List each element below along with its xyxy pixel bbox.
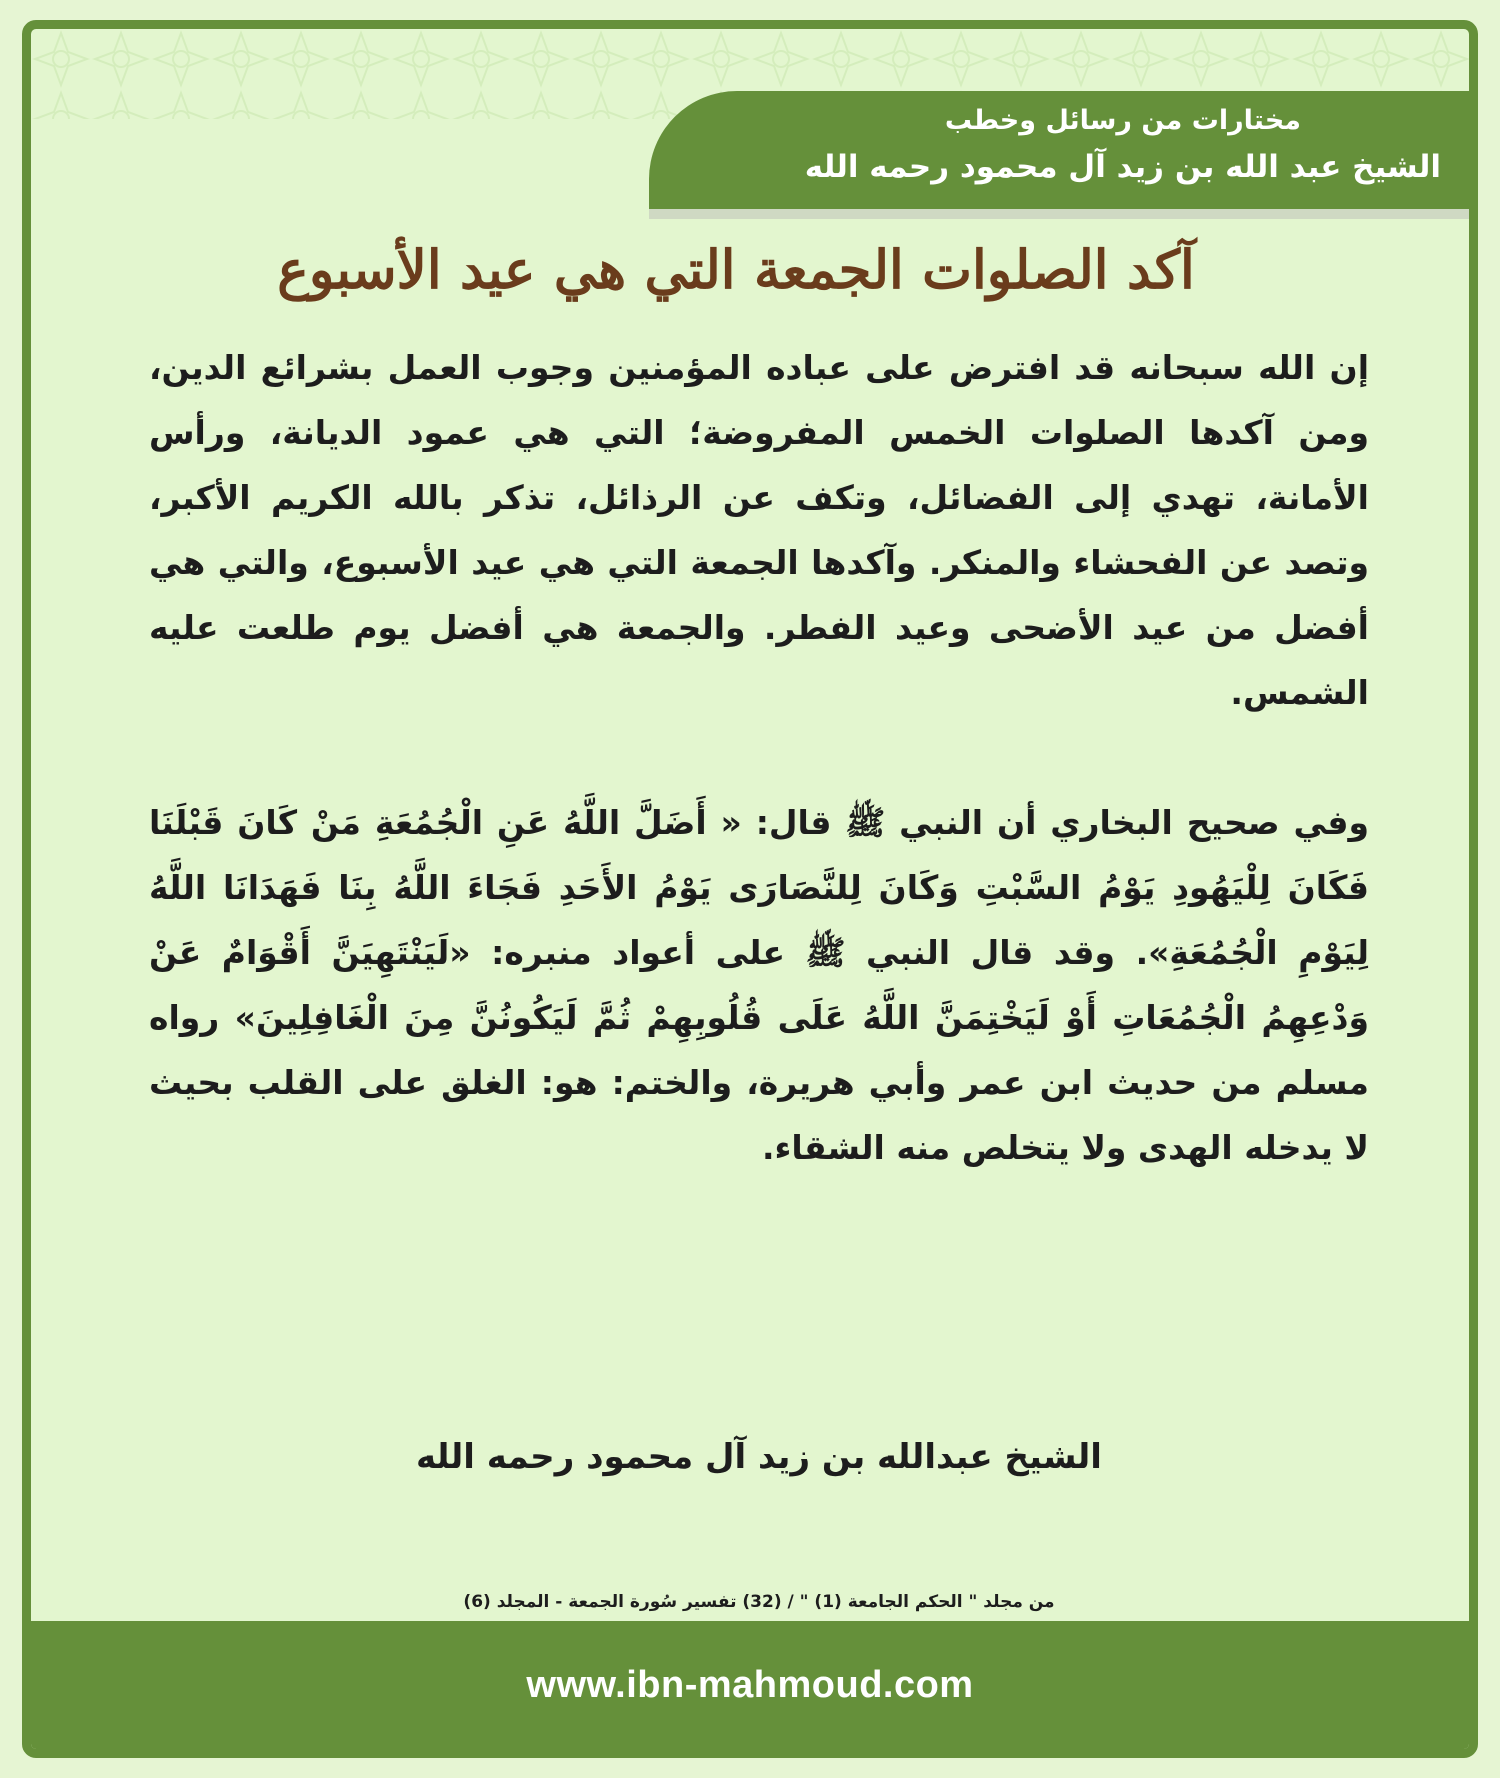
header-author: الشيخ عبد الله بن زيد آل محمود رحمه الله	[804, 149, 1441, 185]
footer-band	[31, 1621, 1469, 1749]
paragraph-1: إن الله سبحانه قد افترض على عباده المؤمنين وجوب العمل بشرائع الدين، ومن آكدها الصلوات الخمس المفروضة؛ التي هي عمود الديانة، ورأس الأمانة، تهدي إلى الفضائل، وتكف عن الرذائل، تذكر بالله الكريم الأكبر، وتصد عن الفحشاء والمنكر. وآكدها الجمعة التي هي عيد الأسبوع، والتي هي أفضل من عيد الأضحى وعيد الفطر. والجمعة هي أفضل يوم طلعت عليه الشمس.	[149, 348, 1369, 712]
signature: الشيخ عبدالله بن زيد آل محمود رحمه الله	[416, 1437, 1102, 1477]
header-band	[649, 91, 1469, 209]
paragraph-gap	[149, 725, 1369, 790]
website-link[interactable]: www.ibn-mahmoud.com	[526, 1663, 974, 1706]
source-reference: من مجلد " الحكم الجامعة (1) " / (32) تفسير سُورة الجمعة - المجلد (6)	[463, 1592, 1055, 1612]
card-frame	[22, 20, 1478, 1758]
header-subtitle: مختارات من رسائل وخطب	[944, 105, 1301, 136]
article-title: آكد الصلوات الجمعة التي هي عيد الأسبوع	[277, 239, 1195, 301]
paragraph-2: وفي صحيح البخاري أن النبي ﷺ قال: « أَضَلَّ اللَّهُ عَنِ الْجُمُعَةِ مَنْ كَانَ قَبْلَنَا فَكَانَ لِلْيَهُودِ يَوْمُ السَّبْتِ وَكَانَ لِلنَّصَارَى يَوْمُ الأَحَدِ فَجَاءَ اللَّهُ بِنَا فَهَدَانَا اللَّهُ لِيَوْمِ الْجُمُعَةِ». وقد قال النبي ﷺ على أعواد منبره: «لَيَنْتَهِيَنَّ أَقْوَامٌ عَنْ وَدْعِهِمُ الْجُمُعَاتِ أَوْ لَيَخْتِمَنَّ اللَّهُ عَلَى قُلُوبِهِمْ ثُمَّ لَيَكُونُنَّ مِنَ الْغَافِلِينَ» رواه مسلم من حديث ابن عمر وأبي هريرة، والختم: هو: الغلق على القلب بحيث لا يدخله الهدى ولا يتخلص منه الشقاء.	[149, 803, 1369, 1167]
article-body	[149, 335, 1369, 1180]
